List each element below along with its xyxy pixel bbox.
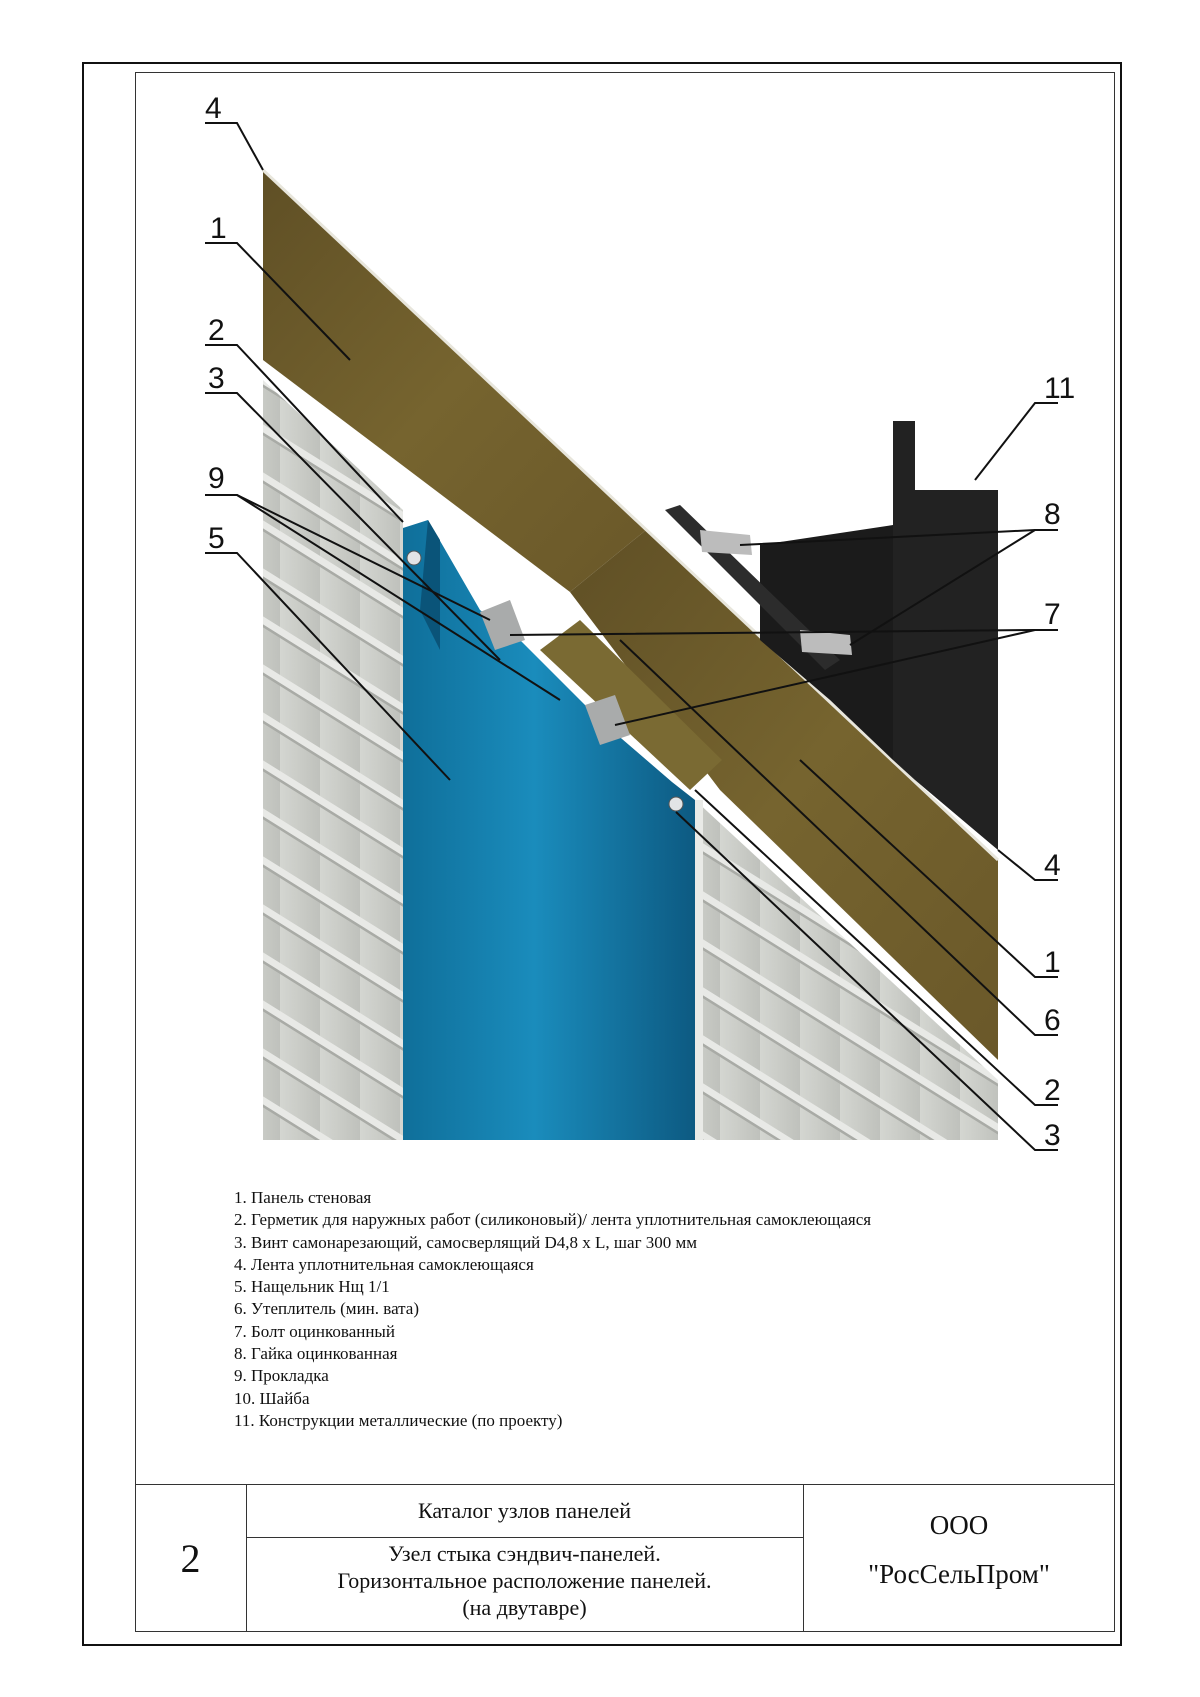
- legend-item: 5. Нащельник Нщ 1/1: [234, 1277, 390, 1297]
- bolt-upper: [700, 530, 752, 555]
- drawing-title-line: Горизонтальное расположение панелей.: [337, 1568, 712, 1593]
- callout-3-bottom: 3: [1044, 1119, 1061, 1152]
- legend-item: 3. Винт самонарезающий, самосверлящий D4,8 x L, шаг 300 мм: [234, 1232, 698, 1252]
- legend-item: 9. Прокладка: [234, 1366, 329, 1386]
- legend-item: 6. Утеплитель (мин. вата): [234, 1299, 420, 1319]
- callout-3-top: 3: [208, 362, 225, 395]
- callout-8: 8: [1044, 498, 1061, 531]
- organization-form: ООО: [929, 1510, 989, 1540]
- title-block-middle: [246, 1485, 804, 1632]
- panel-skin-right-edge: [695, 800, 703, 1140]
- title-block: [135, 1484, 1115, 1632]
- callout-9: 9: [208, 462, 225, 495]
- legend-item: 10. Шайба: [234, 1388, 310, 1408]
- callout-11: 11: [1044, 372, 1076, 405]
- legend-item: 8. Гайка оцинкованная: [234, 1344, 398, 1364]
- legend-item: 2. Герметик для наружных работ (силиконовый)/ лента уплотнительная самоклеющаяся: [234, 1210, 872, 1230]
- callout-1-bottom: 1: [1044, 946, 1061, 979]
- panel-skin-left: [263, 380, 403, 1140]
- legend-item: 7. Болт оцинкованный: [234, 1321, 395, 1341]
- legend-item: 11. Конструкции металлические (по проекту): [234, 1410, 563, 1430]
- callout-2-bottom: 2: [1044, 1074, 1061, 1107]
- drawing-title-line: (на двутавре): [462, 1595, 587, 1620]
- legend-item: 1. Панель стеновая: [234, 1188, 372, 1207]
- callout-4-bottom: 4: [1044, 849, 1061, 882]
- legend-list: [234, 1187, 1034, 1432]
- catalog-name: Каталог узлов панелей: [246, 1485, 803, 1538]
- callout-2-top: 2: [208, 314, 225, 347]
- legend-item: 4. Лента уплотнительная самоклеющаяся: [234, 1254, 534, 1274]
- organization: [803, 1485, 1115, 1632]
- sheet-number: 2: [135, 1485, 247, 1632]
- callout-6: 6: [1044, 1004, 1061, 1037]
- callout-4-top: 4: [205, 92, 222, 125]
- screw-head-lower: [669, 797, 683, 811]
- callout-5: 5: [208, 522, 225, 555]
- drawing-title: [246, 1538, 803, 1621]
- drawing-title-line: Узел стыка сэндвич-панелей.: [388, 1541, 661, 1566]
- callout-1-top: 1: [210, 212, 227, 245]
- organization-name: "РосСельПром": [868, 1559, 1050, 1589]
- callout-7: 7: [1044, 598, 1061, 631]
- screw-head-upper: [407, 551, 421, 565]
